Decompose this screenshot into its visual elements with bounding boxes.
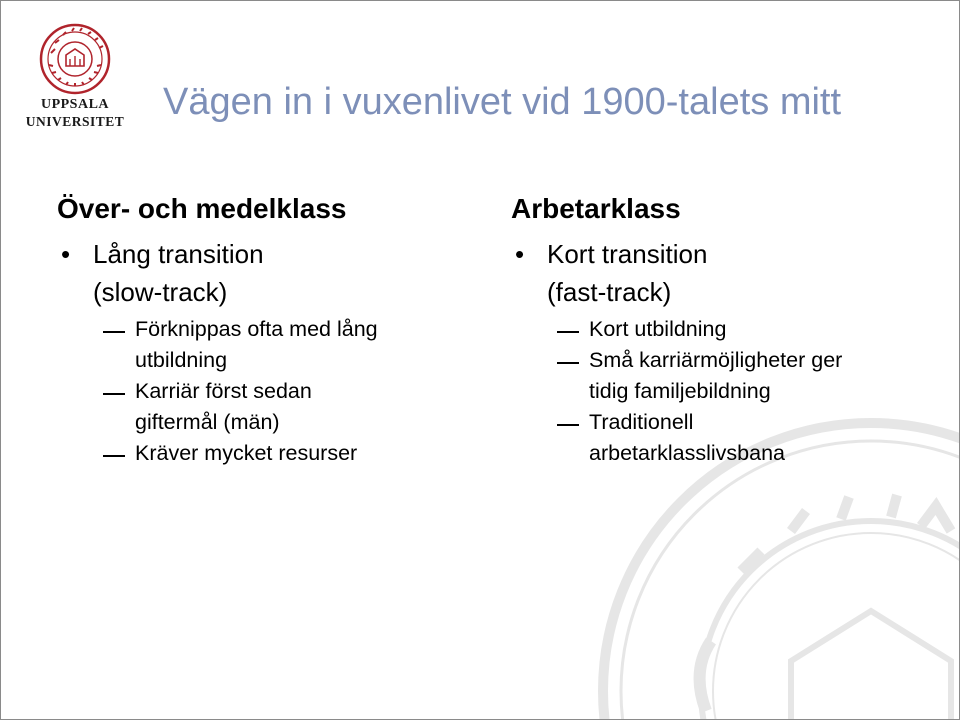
right-sub-item-2 — [511, 345, 951, 407]
left-bullet-line-2: (slow-track) — [93, 277, 228, 307]
left-sub-item-1 — [57, 314, 457, 376]
left-sub-2-line-2: giftermål (män) — [135, 410, 280, 434]
right-bullet-line-2: (fast-track) — [547, 277, 672, 307]
right-sub-2-line-2: tidig familjebildning — [589, 379, 771, 403]
left-sub-1-line-1: Förknippas ofta med lång — [135, 317, 378, 341]
left-heading: Över- och medelklass — [57, 193, 347, 224]
left-bullet-line-1: • Lång transition — [93, 239, 264, 269]
left-sub-1-line-2: utbildning — [135, 348, 228, 372]
left-sub-2-line-1: Karriär först sedan — [135, 379, 312, 403]
right-sub-item-3 — [511, 407, 951, 469]
dash-marker — [103, 455, 125, 457]
dash-marker — [103, 393, 125, 395]
uppsala-seal-icon — [39, 23, 111, 95]
dash-marker — [103, 331, 125, 333]
right-sub-1-line-1: Kort utbildning — [589, 317, 727, 341]
right-bullet-line-1: • Kort transition — [547, 239, 708, 269]
dash-marker — [557, 362, 579, 364]
right-sub-3-line-2: arbetarklasslivsbana — [589, 441, 785, 465]
right-column — [511, 191, 951, 469]
right-sub-3-line-1: Traditionell — [589, 410, 694, 434]
dash-marker — [557, 424, 579, 426]
logo-text-uppsala: UPPSALA — [40, 97, 110, 112]
dash-marker — [557, 331, 579, 333]
right-heading: Arbetarklass — [511, 193, 681, 224]
right-sub-item-1 — [511, 314, 951, 345]
left-bullet — [57, 235, 457, 311]
right-sub-2-line-1: Små karriärmöjligheter ger — [589, 348, 843, 372]
left-column — [57, 191, 457, 469]
slide-title: Vägen in i vuxenlivet vid 1900-talets mitt — [163, 81, 842, 123]
uppsala-university-logo — [19, 23, 131, 133]
logo-text-universitet: UNIVERSITET — [25, 114, 125, 129]
right-bullet — [511, 235, 951, 311]
left-sub-item-2 — [57, 376, 457, 438]
left-sub-3-line-1: Kräver mycket resurser — [135, 441, 358, 465]
left-sub-item-3 — [57, 438, 457, 469]
